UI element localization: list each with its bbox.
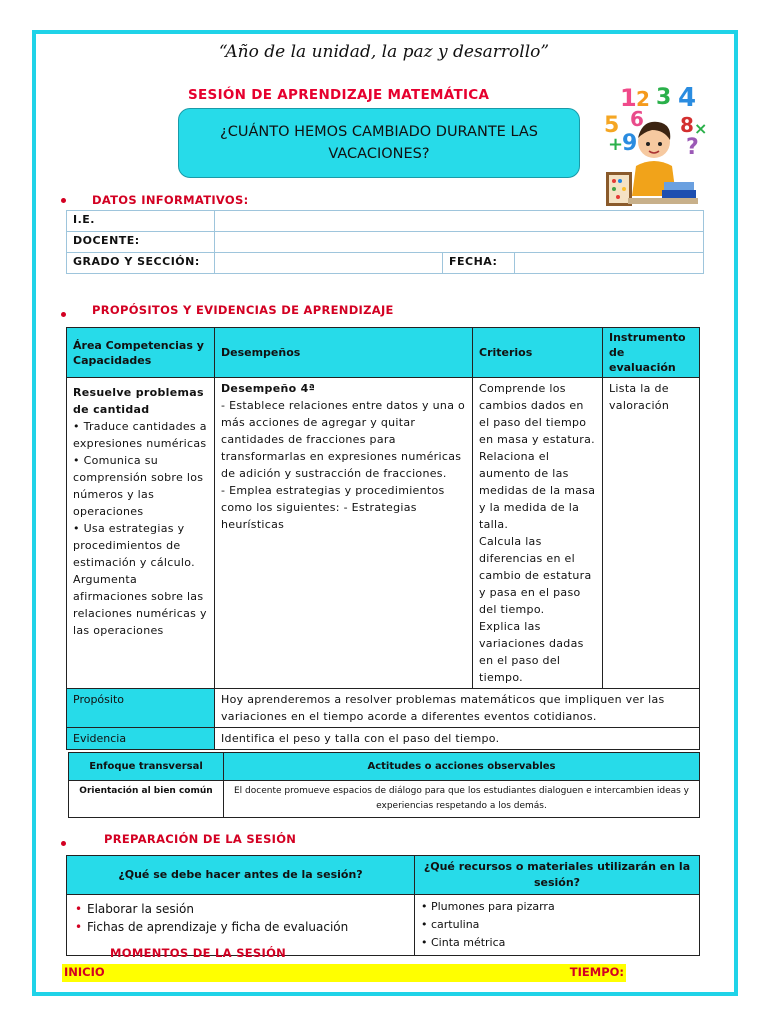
capacidad-item: • Usa estrategias y procedimientos de estimación y cálculo. Argumenta afirmaciones sobre las relaciones numéricas y las operaciones (73, 522, 207, 637)
col-header-enfoque: Enfoque transversal (69, 753, 224, 781)
table-row (69, 781, 700, 818)
table-row (67, 232, 704, 253)
evidencia-text: Identifica el peso y talla con el paso del tiempo. (215, 728, 700, 750)
section-bullet (61, 312, 66, 317)
criterio-item: Comprende los cambios dados en el paso del tiempo en masa y estatura. (479, 382, 595, 446)
desempeno-item: - Emplea estrategias y procedimientos como los siguientes: - Estrategias heurísticas (221, 484, 445, 531)
criterio-item: Explica las variaciones dadas en el paso del tiempo. (479, 620, 584, 684)
docente-label: DOCENTE: (67, 232, 215, 253)
list-item: • cartulina (421, 918, 480, 931)
table-row (67, 253, 704, 274)
desempenos-cell (215, 378, 473, 689)
table-row (67, 728, 700, 750)
criterio-item: Relaciona el aumento de las medidas de la masa y la medida de la talla. (479, 450, 596, 531)
grado-label: GRADO Y SECCIÓN: (67, 253, 215, 274)
desempeno-title: Desempeño 4ª (221, 382, 316, 395)
enfoque-table (68, 752, 700, 818)
svg-text:9: 9 (622, 131, 638, 156)
evidencia-label: Evidencia (67, 728, 215, 750)
list-item: • Elaborar la sesión (73, 900, 408, 918)
session-title: SESIÓN DE APRENDIZAJE MATEMÁTICA (188, 87, 490, 103)
table-row (67, 378, 700, 689)
lesson-title-box (178, 108, 580, 178)
criterio-item: Calcula las diferencias en el cambio de estatura y pasa en el paso del tiempo. (479, 535, 592, 616)
table-row (67, 689, 700, 728)
propositos-table (66, 327, 700, 750)
col-header-area: Área Competencias y Capacidades (67, 328, 215, 378)
child-with-numbers-illustration (602, 86, 708, 210)
fecha-label: FECHA: (443, 253, 515, 274)
preparacion-heading: PREPARACIÓN DE LA SESIÓN (104, 832, 297, 846)
svg-text:3: 3 (656, 86, 672, 110)
ie-field[interactable] (215, 211, 704, 232)
table-header-row (69, 753, 700, 781)
inicio-label: INICIO (64, 965, 105, 979)
datos-heading: DATOS INFORMATIVOS: (92, 193, 249, 207)
lesson-title: ¿CUÁNTO HEMOS CAMBIADO DURANTE LAS VACACIONES? (220, 124, 538, 162)
svg-text:5: 5 (604, 113, 620, 138)
proposito-label: Propósito (67, 689, 215, 728)
competencia-title: Resuelve problemas de cantidad (73, 386, 204, 416)
year-motto: “Año de la unidad, la paz y desarrollo” (218, 42, 550, 62)
instrumento-cell: Lista la de valoración (603, 378, 700, 689)
docente-field[interactable] (215, 232, 704, 253)
tiempo-label: TIEMPO: (569, 965, 624, 979)
col-header-actitudes: Actitudes o acciones observables (224, 753, 700, 781)
table-header-row (67, 328, 700, 378)
propositos-heading: PROPÓSITOS Y EVIDENCIAS DE APRENDIZAJE (92, 303, 394, 317)
svg-text:×: × (694, 119, 708, 138)
desempeno-item: - Establece relaciones entre datos y una o más acciones de agregar y quitar cantidades de fracciones para transformarlas en expresiones numéricas de adición y sustracción de fracciones. (221, 399, 466, 480)
list-item: • Plumones para pizarra (421, 900, 555, 913)
col-header-recursos: ¿Qué recursos o materiales utilizarán en la sesión? (415, 856, 700, 895)
col-header-desempenos: Desempeños (215, 328, 473, 378)
svg-text:6: 6 (630, 107, 644, 131)
momentos-heading: MOMENTOS DE LA SESIÓN (110, 946, 287, 960)
grado-field[interactable] (215, 253, 443, 274)
svg-text:2: 2 (636, 87, 650, 111)
svg-text:1: 1 (620, 86, 637, 112)
ie-label: I.E. (67, 211, 215, 232)
fecha-field[interactable] (515, 253, 704, 274)
inicio-bar (62, 964, 626, 982)
table-row (67, 211, 704, 232)
col-header-antes: ¿Qué se debe hacer antes de la sesión? (67, 856, 415, 895)
preparacion-table (66, 855, 700, 956)
section-bullet (61, 198, 66, 203)
capacidad-item: • Comunica su comprensión sobre los números y las operaciones (73, 454, 204, 518)
list-item: • Fichas de aprendizaje y ficha de evaluación (73, 918, 408, 936)
competencias-cell (67, 378, 215, 689)
proposito-text: Hoy aprenderemos a resolver problemas matemáticos que impliquen ver las variaciones en el tiempo acorde a diferentes eventos cotidianos. (215, 689, 700, 728)
svg-text:4: 4 (678, 86, 697, 113)
list-item: • Cinta métrica (421, 936, 506, 949)
criterios-cell (473, 378, 603, 689)
enfoque-name: Orientación al bien común (69, 781, 224, 818)
datos-table (66, 210, 704, 274)
table-header-row (67, 856, 700, 895)
svg-text:+: + (608, 134, 624, 155)
capacidad-item: • Traduce cantidades a expresiones numéricas (73, 420, 207, 450)
section-bullet (61, 841, 66, 846)
enfoque-actitud: El docente promueve espacios de diálogo para que los estudiantes dialoguen e intercambien ideas y experiencias respetando a los demás. (224, 781, 700, 818)
svg-text:?: ? (686, 135, 699, 160)
svg-text:8: 8 (680, 113, 694, 137)
col-header-instrumento: Instrumento de evaluación (603, 328, 700, 378)
recursos-cell (415, 895, 700, 956)
col-header-criterios: Criterios (473, 328, 603, 378)
